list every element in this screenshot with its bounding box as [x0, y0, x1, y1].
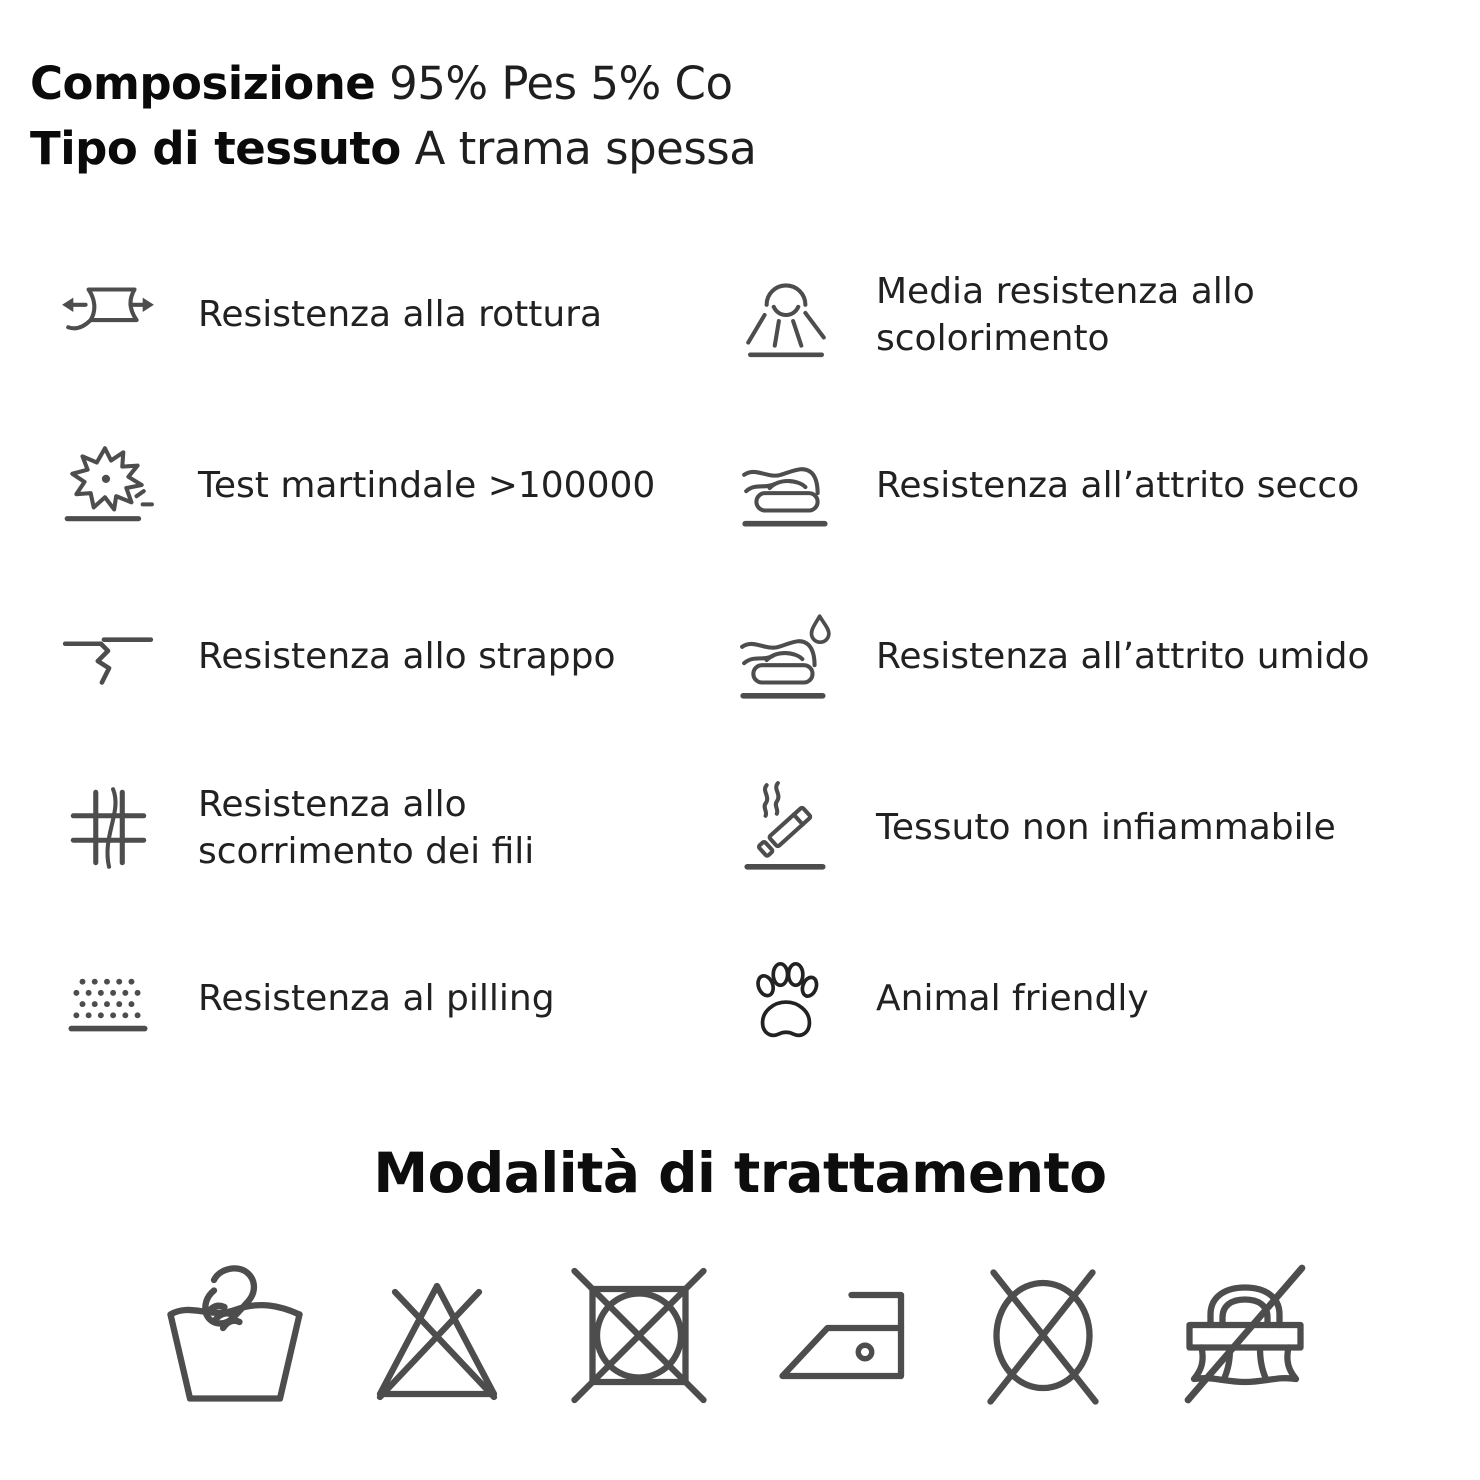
composition-label: Composizione	[30, 57, 376, 110]
do-not-dry-clean-icon	[968, 1253, 1118, 1418]
animal-friendly-icon	[730, 943, 842, 1055]
feature-row	[52, 572, 730, 743]
pilling-resistance-icon	[52, 943, 164, 1055]
dry-rub-icon	[730, 430, 842, 542]
martindale-test-icon	[52, 430, 164, 542]
do-not-brush-icon	[1170, 1253, 1320, 1418]
hand-wash-icon	[160, 1253, 310, 1418]
feature-label: Resistenza alla rottura	[198, 294, 603, 336]
feature-grid	[0, 230, 1480, 1085]
feature-column-right	[730, 230, 1472, 1085]
tear-resistance-icon	[52, 601, 164, 713]
feature-label: Resistenza all’attrito secco	[876, 465, 1360, 507]
care-symbols-row	[0, 1253, 1480, 1418]
feature-label: Resistenza all’attrito umido	[876, 636, 1370, 678]
break-resistance-icon	[52, 259, 164, 371]
feature-row	[730, 572, 1472, 743]
feature-row	[730, 914, 1472, 1085]
feature-label: Media resistenza allo scolorimento	[876, 270, 1255, 360]
composition-line	[30, 52, 1450, 117]
feature-label: Tessuto non infiammabile	[876, 807, 1336, 849]
do-not-tumble-dry-icon	[564, 1253, 714, 1418]
feature-label: Test martindale >100000	[198, 465, 656, 507]
thread-slippage-icon	[52, 772, 164, 884]
wet-rub-icon	[730, 601, 842, 713]
do-not-bleach-icon	[362, 1253, 512, 1418]
treatment-title: Modalità di trattamento	[373, 1140, 1107, 1205]
header	[0, 0, 1480, 182]
feature-label: Resistenza allo scorrimento dei fili	[198, 783, 535, 873]
non-flammable-icon	[730, 772, 842, 884]
feature-row	[730, 230, 1472, 401]
colorfastness-icon	[730, 259, 842, 371]
feature-label: Resistenza al pilling	[198, 978, 555, 1020]
fabric-type-line	[30, 117, 1450, 182]
feature-label: Animal friendly	[876, 978, 1149, 1020]
feature-label: Resistenza allo strappo	[198, 636, 616, 678]
feature-row	[52, 743, 730, 914]
feature-row	[52, 401, 730, 572]
feature-row	[52, 914, 730, 1085]
feature-row	[730, 401, 1472, 572]
fabric-type-label: Tipo di tessuto	[30, 121, 401, 175]
composition-value: 95% Pes 5% Co	[389, 57, 733, 110]
feature-row	[730, 743, 1472, 914]
fabric-type-value: A trama spessa	[414, 121, 757, 175]
feature-column-left	[52, 230, 730, 1085]
iron-low-temperature-icon	[766, 1253, 916, 1418]
feature-row	[52, 230, 730, 401]
